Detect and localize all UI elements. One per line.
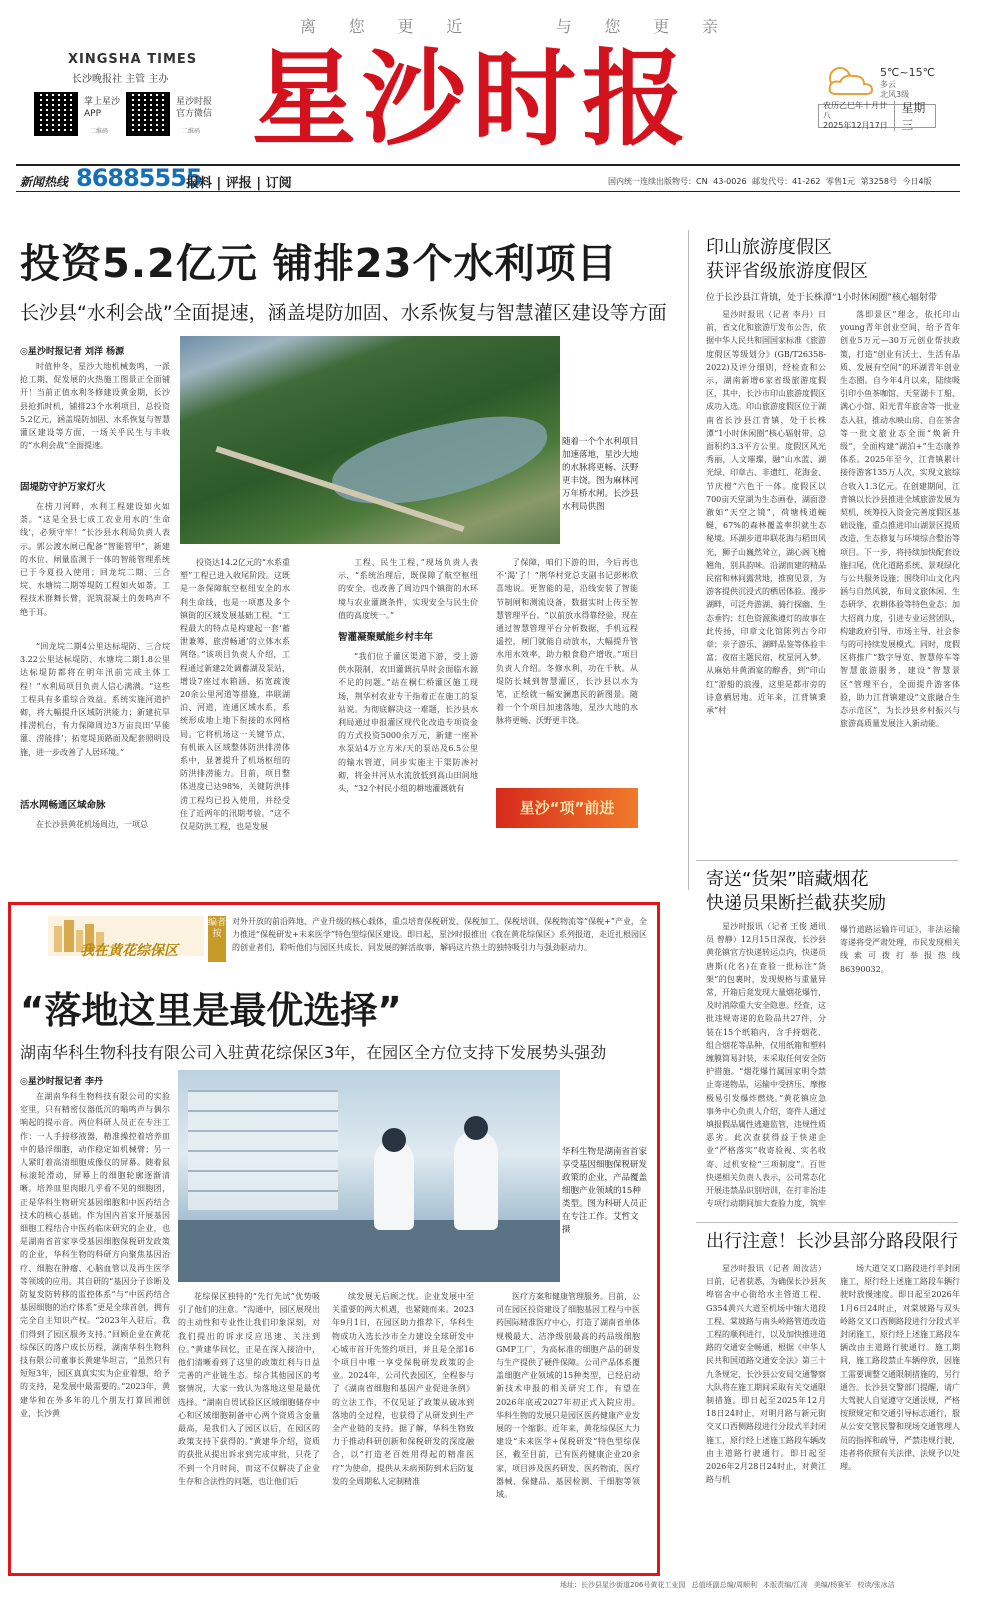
main-subheadline: 长沙县“水利会战”全面提速，涵盖堤防加固、水系恢复与智慧灌区建设等方面 [20,302,667,324]
main-paragraph: “回龙垸二期4公里达标堤防、三合垸3.22公里达标堤防、水塘垸二期1.8公里达标堤防都将在明年汛前完成主体工程！”水利局项目负责人信心满满。“这些工程具有多重综合效益。系统实施河道护砌，将大幅提升区域防洪能力；新建抗旱排涝机台，有力保障周边3万亩良田‘旱能灌、涝能排’；拓宽堤顶路面及配套照明设施，进一步改善了人居环境。” [20,642,170,757]
feature-intro: 对外开放的前沿阵地、产业升级的核心载体，重点培育保税研发、保税加工、保税培训、保税物流等“保税+”产业，全力推进“保税研发+未来医学”特色型综保区建设。即日起，星沙时报推出《我在黄花综保区》系列报道，走近扎根园区的创业者们，聆听他们与园区共成长、同发展的鲜活故事，解码这片热土的独特吸引力与强劲驱动力。 [232,917,647,952]
column-badge[interactable]: 星沙“项”前进 [496,788,638,828]
feature-headline[interactable]: “落地这里是最优选择” [20,989,402,1032]
column-divider [688,230,689,890]
right-bottom-paragraph: 星沙时报讯（记者 周汝洁）日前，记者获悉，为确保长沙县灰埠宿舍中心街给水主管道工程、G354黄兴大道至机场中轴大道段工程、棠坡路与南头岭路管道改造工程的顺利进行，以及加快推进道路的交通安全畅通，根据《中华人民共和国道路交通安全法》第三十九条规定，长沙县公安局交通警察大队将在施工期间采取有关交通限制措施。即日起至2025年12月18日24时止，对明月路与新元街交叉口西侧路段进行分段式半封闭施工，原行经上述施工路段车辆改由主道路行驶通行。即日起至2026年2月28日24时止，对黄江路与机 [706,1264,826,1485]
masthead-slogan [300,14,720,34]
feature-banner-title: 我在黄花综保区 [80,943,178,959]
weekday: 星期三 [901,101,926,132]
slogan-char: 您 [604,17,623,36]
slogan-char: 亲 [701,17,720,36]
feature-col1 [20,1090,170,1576]
feature-byline: ◎星沙时报记者 李丹 [20,1077,103,1087]
feature-paragraph: 在湖南华科生物科技有限公司的实验室里，只有精密仪器低沉的嗡鸣声与偶尔响起的提示音。两位科研人员正在专注工作：一人手持移液器，精准操控着培养皿中的悬浮细胞，动作稳定如机械臂；另一人紧盯着高清细胞成像仪的屏幕。随着鼠标滚轮滑动，屏幕上的细胞轮廓逐渐清晰。培养皿里肉眼几乎看不见的细胞团，正是华科生物研究基因细胞和中医药结合技术的核心基础。作为国内首家开展基因细胞工程结合中医药临床研究的企业，也是湖南省首家享受基因细胞保税研发政策的企业，华科生物的科研方向聚焦基因治疗、细胞在肿瘤、心脑血管以及再生医学等领域的应用。其自研的“基因分子诊断及防复发防转移的监控体系”与“中医药结合基因细胞的治疗体系”更是全球首创，拥有完全自主知识产权。“2023年入驻后，我们得到了园区服务支持。”回顾企业在黄花综保区的落户成长历程，湖南华科生物科技有限公司董事长黄建华坦言，“虽然只有短短3年，园区真真实实为企业着想，给予的支持，是发展中最需要的。”2023年，黄建华和在外多年的几个朋友打算回湘创业，长沙黄 [20,1092,170,1418]
main-paragraph: 了保障，咱们下游的田，今后再也不‘渴’了！”荆华村党总支副书记彭彬欣喜地说。更智能的是，沿线安装了智能节制闸和测流设备，数据实时上传至智慧管理平台。“以前放水得靠经验，现在通过智慧管理平台分析数据，手机远程遥控，闸门就能自动放水，大幅提升管水用水效率，助力粮食稳产增收。”项目负责人介绍。冬修水利，功在千秋。从堤防长城到智慧灌区，长沙县以水为笔，正绘就一幅安澜惠民的新图景。随着一个个项目加速落地，星沙大地的水脉将更畅、沃野更丰饶。 [496,558,638,726]
main-paragraph: 时值仲冬，星沙大地机械轰鸣，一派抢工期、促发展的火热施工图景正全面铺开！当前正值水利冬修建设黄金期，长沙县抢抓时机，铺排23个水利项目，总投资5.2亿元，涵盖堤防加固、水系恢复与智慧灌区建设等方面，一场关乎民生与丰收的“水利会战”全面提速。 [20,362,170,451]
right-top-headline[interactable]: 印山旅游度假区 获评省级旅游度假区 [706,237,868,282]
date-box [818,101,936,132]
right-mid-col1 [706,920,826,1210]
slogan-char: 近 [446,17,465,36]
main-col2 [180,556,290,836]
page-footer: 地址：长沙县星沙街道206号黄花工业园 总值班副总编/周顺利 本版责编/江涛 美编/杨赛军 校读/张冰洁 [560,1581,895,1589]
main-col3-bottom [338,650,478,836]
newspaper-title: 星沙时报 [252,38,693,160]
photo1-caption: 随着一个个水利项目加速落地，星沙大地的水脉将更畅、沃野更丰饶。图为麻林河万年桥水闸。长沙县水利局供图 [562,437,639,512]
photo2-caption: 华科生物是湖南省首家享受基因细胞保税研发政策的企业，产品覆盖细胞产业领域的15种类型。图为科研人员正在专注工作。艾哲文 摄 [562,1147,648,1235]
main-col3-top [338,556,478,622]
main-paragraph: “我们位于灌区渠道下游，受上游供水限制，农田灌溉抗旱时会面临水源不足的问题。”站在桐仁桥灌区施工现场，荆华村农业专干指着正在施工的泵站说。为彻底解决这一难题，长沙县水利局通过申报灌区现代化改造专项资金的方式投资5000余万元，新建一座补水泵站4万立方米/天的泵站及6.5公里的输水管道，同步实施主干渠防渗衬砌，将金井河从水流放低到高山田间地头，“32个村民小组的耕地灌溉就有 [338,652,478,794]
right-mid-paragraph: 爆竹道路运输许可证》，非法运输寄递将受严肃处理，市民发现相关线索可拨打举报热线86390032。 [840,924,960,974]
slogan-char: 您 [348,17,367,36]
right-mid-paragraph: 星沙时报讯（记者 王俊 通讯员 曾静）12月15日深夜，长沙县黄花镇官方快递转运点内，快递员唐斯(化名)在查验一批标注“货架”的包裹时，发现规格与重量异常，开箱后竟发现大量烟花爆竹，及时消除重大安全隐患。经查，这批违规寄递的危险品共27件，分装在15个纸箱内，含手持烟花、组合烟花等品种，仅用纸箱和塑料缠膜简易封装，未采取任何安全防护措施。“烟花爆竹属国家明令禁止寄递物品，运输中受挤压、摩擦极易引发爆炸燃烧。”黄花镇应急事务中心负责人介绍，寄件人通过填报假品属性逃避监管，违规性质恶劣。此次查获得益于快递企业“严格落实”收寄验视、实名收寄、过机安检“三项制度”。百世快递相关负责人表示，公司常态化开展违禁品识别培训，在打非治违专项行动期间加大查验力度，筑牢 [706,922,826,1209]
hotline-links[interactable]: 报料 | 评报 | 订阅 [186,176,292,191]
date-lines [819,101,895,131]
feature-paragraph: 续发展无后顾之忧。企业发展中至关重要的两大机遇，也紧随而来。2023年9月1日，在园区助力推荐下，华科生物成功入选长沙市全力建设全球研发中心城市首开先签约项目，并且是全部16个项目中唯一享受保税研发政策的企业。2024年，公司代表园区，全程参与了《湖南省细胞和基因产业促进条例》的立法工作，不仅见证了政策从破冰到落地的全过程，也获得了从研发到生产全产业链的支持。据了解，华科生物致力于推动科研创新和保税研发的深度融合，以“打造老百姓用得起的精准医疗”为使命，提供从未病预防到术后防复发的全周期私人定制精准 [332,1292,474,1486]
feature-paragraph: 花综保区独特的“先行先试”优势吸引了他们的注意。“沟通中，园区展现出的主动性和专业性让我们印象深刻，对我们提出的诉求反应迅速、关注到位。”黄建华回忆，正是在深入接洽中，他们清晰看到了这里的政策红利与日益完善的产业链生态。综合其他园区的考察情况，大家一致认为落地这里是最优选择。“湖南自贸试验区区域细胞储存中心和区域细胞制备中心两个资质含金量最高，是我们入了园区以后，在园区的政策支持下获得的。”黄建华介绍，资质的获批从提出诉求到完成审批，只花了不到一个月时间，而这不仅解决了企业生存和合法性的问题，也让他们后 [178,1292,320,1486]
feature-col4 [496,1290,640,1576]
qr1-caption: 掌上星沙 APP [84,97,121,119]
right-top-paragraph: 星沙时报讯（记者 李丹）日前，省文化和旅游厅发布公告，依据中华人民共和国国家标准《旅游度假区等级划分》(GB/T26358-2022)及评分细则，经检查和公示，湖南新增6家省级旅游度假区，其中，长沙市印山旅游度假区成功入选。印山旅游度假区位于湖南省长沙县江背镇，处于长株潭“1小时休闲圈”核心辐射带，总面积约3.3平方公里。度假区风光秀丽，人文璀璨，融“山水蓝、湖光绿、印章古、非遗红、花海金、节庆橙”六色于一体。度假区以700亩天堂湖为生态画卷，湖面澄澈如“天空之镜”，荷塘栈道蜿蜒，67%的森林覆盖率织就生态秘境。环湖步道串联花海与稻田风光，狮子山巍然耸立，湖心阁飞檐翘角，别具韵味。沿湖而建的精品民宿和林间露营地，推窗见景，为游客提供沉浸式的栖居体验。漫步湖畔，可泛舟游湖、骑行探幽、生态垂钓；红色资源熊遵灯的故事在此传扬，印章文化馆陈列古今印章；亲子游乐、湖畔品鉴等体验丰富；夜宿主题民宿，枕星河入梦。从麻姑井黄酒宴的醇香，到“印山红”游船的浪漫，这里是都市旁的诗意栖居地。近年来，江背镇秉承“村 [706,310,826,716]
right-bottom-col2 [840,1262,960,1576]
main-col1-block4 [20,818,170,836]
main-col1-block1 [20,360,170,478]
lunar-date: 农历乙巳年十月廿八 [823,101,887,120]
cloudy-weather-icon [822,62,878,98]
editor-note-tag: 编者按 [208,916,226,962]
main-paragraph: 在捞刀河畔，水利工程建设如火如荼。“这是全县七成工农业用水的‘生命线’，必须守牢！”长沙县水利局负责人表示。郭公渡水闸已配备“智能管甲”，新建的水位、闸量监测于一体的智能管理系统已于今夏投入使用；回龙垸二期、三合垸、水塘垸二期等堤防工程如火如荼，工程技术群舞长臂，泥筑混凝土的轰鸣声不绝于耳。 [20,502,170,617]
dam-aerial-photo[interactable] [180,336,560,544]
wechat-qr-code-icon[interactable] [126,92,170,136]
solar-date: 2025年12月17日 [823,121,888,130]
main-subhead-c: 智灌凝聚赋能乡村丰年 [338,632,434,643]
slogan-char: 更 [397,17,416,36]
right-top-col1 [706,308,826,834]
right-top-paragraph: 落即景区”理念，依托印山young青年创业空间，给予青年创业5万元—30万元创业帮扶政策，打造“创业有沃土、生活有品质、发展有空间”的环湖青年创业生态圈。自今年4月以来，陆续吸引印小鱼茶咖馆、天堂湖卡丁船、满心小馆、阳光青年旅舍等一批业态入驻，推动水映山房、自在茶舍等一批文旅业态全面“焕新升级”，全面构建“湖泊+”生态康养体系。2025年至今，江背镇累计接待游客135万人次，实现文旅综合收入1.3亿元。在创建期间，江背镇以长沙县推进全域旅游发展为契机，统筹投入资金完善度假区基础设施，重点推进印山湖景区提质改造、生态修复与环境综合整治等项目。下一步，将持续加快配套设施扫尾，优化道路系统、景观绿化与公共服务设施；围绕印山文化内涵与自然风貌，布局文旅休闲、生态研学、农耕体验等特色业态；加大招商力度，引进专业运营团队，构建政府引导、市场主导、社会参与的可持续发展模式。同时，度假区将推广“数字导览、智慧停车等智慧旅游服务，建设“智慧景区”管理平台，全面提升游客体验，助力江背镇建设“文旅融合生态示范区”，为长沙县乡村振兴与旅游高质量发展注入新动能。 [840,310,960,729]
main-paragraph: 工程、民生工程，”现场负责人表示，“系统治理后，既保障了航空枢纽的安全，也改善了周边四个镇街的水环境与农业灌溉条件，实现安全与民生价值的高度统一。” [338,558,478,620]
hotline-label: 新闻热线 [20,175,69,189]
weather-description: 多云 北风3级 [880,80,910,99]
lab-researchers-photo[interactable] [178,1070,560,1282]
english-title: XINGSHA TIMES [68,52,198,67]
qr2-caption: 星沙时报 官方微信 [176,97,213,119]
main-col1-block3 [20,640,170,794]
main-subhead-b: 活水网畅通区域命脉 [20,800,106,811]
qr1-small-label: 二维码 [90,128,109,135]
weather-temperature: 5℃~15℃ [880,66,935,79]
feature-col2 [178,1290,320,1576]
publisher-line: 长沙晚报社 主管 主办 [72,74,169,85]
slogan-char: 与 [555,17,574,36]
qr2-small-label: 二维码 [182,128,201,135]
right-bottom-col1 [706,1262,826,1576]
main-col1-block2 [20,500,170,636]
app-qr-code-icon[interactable] [34,92,78,136]
main-paragraph: 在长沙县黄花机场周边，一项总 [36,820,148,829]
main-subhead-a: 固堤防守护万家灯火 [20,482,106,493]
right-mid-headline[interactable]: 寄送“货架”暗藏烟花 快递员果断拦截获奖励 [706,869,886,914]
main-byline: ◎星沙时报记者 刘洋 杨源 [20,347,125,357]
hotline-number[interactable]: 86885555 [76,164,202,192]
right-bottom-headline[interactable]: 出行注意！长沙县部分路段限行 [706,1231,958,1252]
right-top-col2 [840,308,960,834]
section-divider [696,860,958,861]
main-paragraph: 投资达14.2亿元的“水系重塑”工程已进入收尾阶段。这既是一条保障航空枢纽安全的水利生命线，也是一项惠及多个镇街的区域发展基础工程。“工程最大的特点是构建起一套‘蓄泄兼筹、旅涝畅通’的立体水系网络。”该项目负责人介绍，工程通过新建2处调蓄湖及泵站，增设7座过水箱涵、拓宽疏浚20余公里河道等措施，串联湖泊、河道，连通区域水系，系统形成地上地下衔接的水网格局。它将机场这一关键节点，有机嵌入区域整体防洪排涝体系中，显著提升了机场枢纽的防洪排涝能力。目前，项目整体进度已达98%，关键防洪排涝工程均已投入使用，并经受住了近两年的汛期考验。“这不仅是防洪工程，也是发展 [180,558,290,832]
main-headline[interactable]: 投资5.2亿元 铺排23个水利项目 [20,241,618,287]
right-bottom-paragraph: 场大道交叉口路段进行半封闭施工，原行经上述施工路段车辆行驶时放慢速度。即日起至2026年1月6日24时止，对棠坡路与双头岭路交叉口西侧路段进行分段式半封闭施工，原行经上述施工路段车辆改由主道路行驶通行。施工期间，施工路段禁止车辆停放，因施工需要调整交通限制措施的，另行通告。长沙县交警部门提醒，请广大驾驶人自觉遵守交通法规，严格按照规定和交通引导标志通行，服从公安交管民警和现场交通管理人员的指挥和疏导，严禁违规行驶，违者将依照有关法律、法规予以处理。 [840,1264,960,1472]
main-col4 [496,556,638,780]
feature-subheadline: 湖南华科生物科技有限公司入驻黄花综保区3年，在园区全方位支持下发展势头强劲 [20,1043,607,1062]
right-mid-col2 [840,920,960,1210]
section-divider [696,1222,958,1223]
feature-col3 [332,1290,474,1576]
right-top-subhead: 位于长沙县江背镇，处于长株潭“1小时休闲圈”核心辐射带 [706,293,938,303]
slogan-char: 离 [300,17,319,36]
feature-paragraph: 医疗方案和健康管理服务。目前，公司在园区投资建设了细胞基因工程与中医药国际精准医疗中心，打造了湖南省单体规模最大、洁净级别最高的药品级细胞GMP工厂，为高标准的细胞产品的研发与生产提供了硬件保障。公司产品体系覆盖细胞产业领域的15种类型，已经启动新技术申报的相关研究工作，有望在2026年底或2027年初正式入院应用。华科生物的发展只是园区医药健康产业发展的一个缩影。近年来，黄花综保区大力建设“未来医学+保税研发”特色型综保区，截至目前，已有医药健康企业20余家，项目涉及医药研发、医药物流、医疗器械、保健品、基因检测、干细胞等领域。 [496,1292,640,1500]
slogan-char: 更 [653,17,672,36]
publication-info: 国内统一连续出版物号：CN 43-0026 邮发代号：41-262 零售1元 第3258号 今日4版 [608,177,932,186]
